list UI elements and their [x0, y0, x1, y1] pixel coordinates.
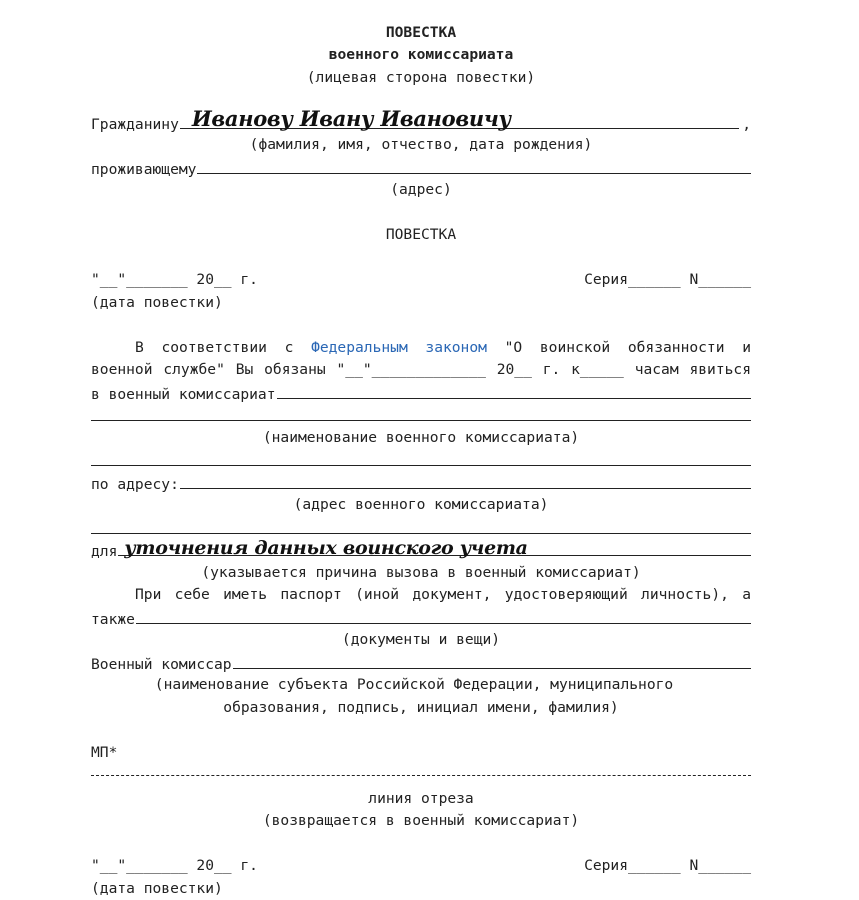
date-top: "__"_______ 20__ г. — [91, 269, 258, 292]
summons-document — [91, 22, 751, 900]
commissariat-line — [91, 382, 751, 405]
reason-line — [91, 539, 751, 562]
address-field — [180, 472, 751, 489]
address-hint: (адрес военного комиссариата) — [91, 494, 751, 517]
reason-label: для — [91, 541, 117, 564]
address-line-1 — [91, 449, 751, 472]
series-top: Серия______ N______ — [584, 269, 751, 292]
reason-hint: (указывается причина вызова в военный комиссариат) — [91, 562, 751, 585]
document-title: ПОВЕСТКА — [91, 22, 751, 45]
documents-line-1: При себе иметь паспорт (иной документ, удостоверяющий личность), а — [91, 584, 751, 607]
documents-field — [136, 607, 751, 624]
date-block-top — [91, 269, 751, 292]
residence-label: проживающему — [91, 159, 196, 182]
series-bottom: Серия______ N______ — [584, 855, 751, 878]
commissariat-line-2 — [91, 404, 751, 427]
federal-law-link[interactable]: Федеральным законом — [311, 339, 487, 356]
citizen-hint: (фамилия, имя, отчество, дата рождения) — [91, 134, 751, 157]
stamp-place: МП* — [91, 742, 751, 765]
cutline-label: линия отреза — [91, 788, 751, 811]
date-bottom: "__"_______ 20__ г. — [91, 855, 258, 878]
body-line-2: военной службе" Вы обязаны "__"_____________ 20__ г. к_____ часам явиться — [91, 359, 751, 382]
section-title: ПОВЕСТКА — [91, 224, 751, 247]
date-block-bottom — [91, 855, 751, 878]
commissariat-label: в военный комиссариат — [91, 384, 276, 407]
commissariat-field — [277, 382, 751, 399]
reason-field — [118, 539, 751, 556]
citizen-name-handwritten: Иванову Ивану Ивановичу — [192, 108, 511, 131]
body-line-1 — [91, 337, 751, 360]
documents-label: также — [91, 609, 135, 632]
address-label: по адресу: — [91, 474, 179, 497]
cut-line — [91, 764, 751, 776]
commissariat-field-2 — [91, 404, 751, 421]
document-subtitle: военного комиссариата — [91, 44, 751, 67]
address-line — [91, 472, 751, 495]
document-caption: (лицевая сторона повестки) — [91, 67, 751, 90]
reason-handwritten: уточнения данных воинского учета — [124, 537, 527, 560]
documents-line — [91, 607, 751, 630]
residence-hint: (адрес) — [91, 179, 751, 202]
documents-hint: (документы и вещи) — [91, 629, 751, 652]
citizen-name-field — [180, 112, 739, 129]
residence-line — [91, 157, 751, 180]
body-line-1-start: В соответствии с — [135, 339, 311, 356]
date-hint-top: (дата повестки) — [91, 292, 751, 315]
reason-field-1 — [91, 517, 751, 534]
commissariat-hint: (наименование военного комиссариата) — [91, 427, 751, 450]
address-field-1 — [91, 449, 751, 466]
citizen-trail: , — [742, 114, 751, 137]
commissar-field — [233, 652, 751, 669]
residence-field — [197, 157, 751, 174]
citizen-label: Гражданину — [91, 114, 179, 137]
citizen-line — [91, 112, 751, 135]
commissar-line — [91, 652, 751, 675]
body-line-1-end: "О воинской обязанности и — [487, 339, 751, 356]
commissar-hint-1: (наименование субъекта Российской Федерации, муниципального — [91, 674, 751, 697]
date-hint-bottom: (дата повестки) — [91, 878, 751, 900]
commissar-label: Военный комиссар — [91, 654, 232, 677]
cutline-hint: (возвращается в военный комиссариат) — [91, 810, 751, 833]
commissar-hint-2: образования, подпись, инициал имени, фамилия) — [91, 697, 751, 720]
